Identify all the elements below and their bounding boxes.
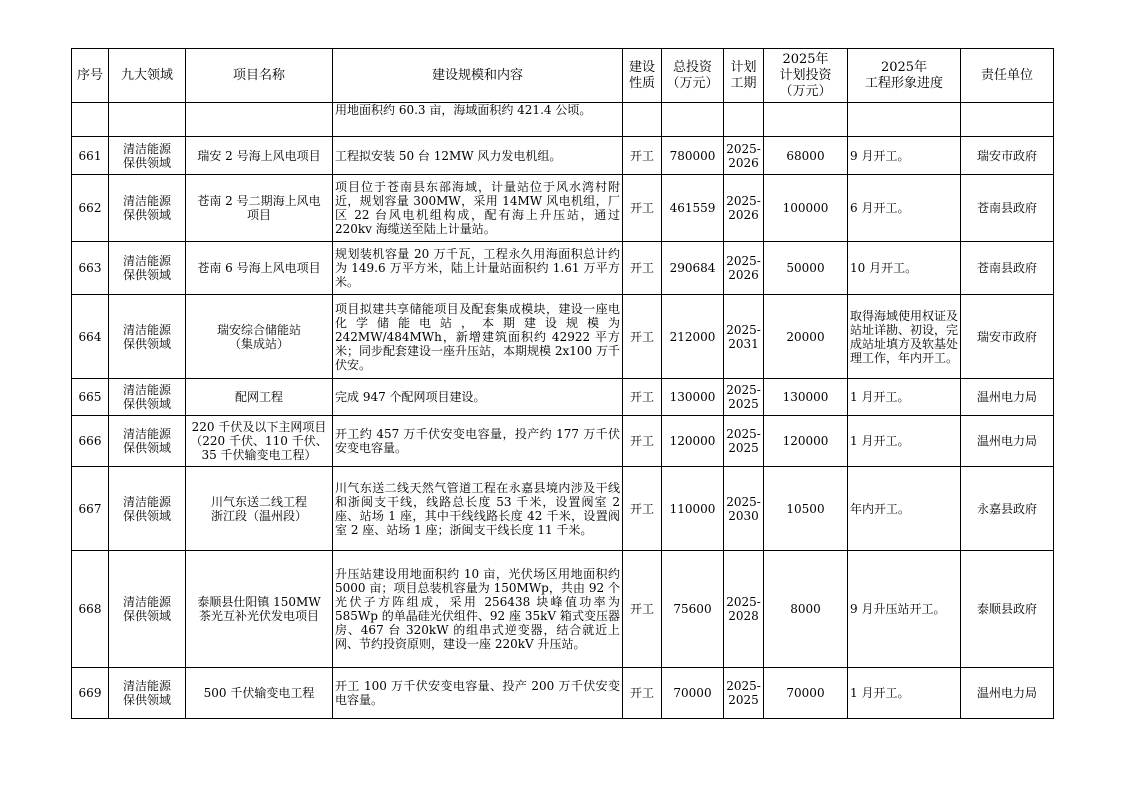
- table-row: [72, 175, 1054, 242]
- row-field: 清洁能源 保供领域: [109, 416, 186, 467]
- row-unit: 苍南县政府: [961, 175, 1054, 242]
- row-nature: 开工: [623, 137, 662, 175]
- row-period: 2025- 2028: [724, 551, 764, 668]
- row-name: 苍南 2 号二期海上风电 项目: [186, 175, 333, 242]
- row-no: 661: [72, 137, 109, 175]
- row-period: 2025- 2031: [724, 295, 764, 379]
- row-name: 220 千伏及以下主网项目（220 千伏、110 千伏、35 千伏输变电工程）: [186, 416, 333, 467]
- row-progress: 10 月开工。: [848, 242, 961, 295]
- table-row: [72, 137, 1054, 175]
- row-name: 500 千伏输变电工程: [186, 668, 333, 719]
- col-header-content: 建设规模和内容: [333, 49, 623, 103]
- row-content: 项目位于苍南县东部海域，计量站位于风水湾村附近，规划容量 300MW，采用 14MW 风电机组，厂区 22 台风电机组构成，配有海上升压站，通过 220kv 海缆送至陆上计量站。: [333, 175, 623, 242]
- row-progress: 6 月开工。: [848, 175, 961, 242]
- row-name: 瑞安 2 号海上风电项目: [186, 137, 333, 175]
- row-total: 461559: [662, 175, 724, 242]
- row-progress: 取得海域使用权证及站址详勘、初设，完成站址填方及软基处理工作，年内开工。: [848, 295, 961, 379]
- row-progress: 9 月开工。: [848, 137, 961, 175]
- table-row: [72, 551, 1054, 668]
- table-header-row: [72, 49, 1054, 103]
- row-period: 2025- 2026: [724, 137, 764, 175]
- row-no: 662: [72, 175, 109, 242]
- row-nature: 开工: [623, 295, 662, 379]
- col-header-nature: 建设 性质: [623, 49, 662, 103]
- row-period: 2025- 2026: [724, 242, 764, 295]
- row-nature: 开工: [623, 551, 662, 668]
- row-field: 清洁能源 保供领域: [109, 137, 186, 175]
- row-content: 开工约 457 万千伏安变电容量，投产约 177 万千伏安变电容量。: [333, 416, 623, 467]
- table-row: [72, 242, 1054, 295]
- row-unit: 瑞安市政府: [961, 295, 1054, 379]
- row-field: 清洁能源 保供领域: [109, 295, 186, 379]
- col-header-field: 九大领域: [109, 49, 186, 103]
- row-total: 780000: [662, 137, 724, 175]
- row-nature: 开工: [623, 379, 662, 416]
- row-content: 规划装机容量 20 万千瓦，工程永久用海面积总计约为 149.6 万平方米，陆上计量站面积约 1.61 万平方米。: [333, 242, 623, 295]
- row-content: 开工 100 万千伏安变电容量、投产 200 万千伏安变电容量。: [333, 668, 623, 719]
- row-plan: 120000: [764, 416, 848, 467]
- row-plan: 70000: [764, 668, 848, 719]
- table-row: [72, 416, 1054, 467]
- row-field: 清洁能源 保供领域: [109, 668, 186, 719]
- row-total: 130000: [662, 379, 724, 416]
- row-no: 668: [72, 551, 109, 668]
- table-row: [72, 295, 1054, 379]
- row-no: 665: [72, 379, 109, 416]
- row-plan: 8000: [764, 551, 848, 668]
- row-no: 667: [72, 467, 109, 551]
- row-content: 工程拟安装 50 台 12MW 风力发电机组。: [333, 137, 623, 175]
- row-nature: 开工: [623, 242, 662, 295]
- row-period: 2025- 2026: [724, 175, 764, 242]
- row-total: 120000: [662, 416, 724, 467]
- row-content: 项目拟建共享储能项目及配套集成模块，建设一座电化学储能电站，本期建设规模为 242MW/484MWh，新增建筑面积约 42922 平方米；同步配套建设一座升压站，本期规模 2x100 万千伏安。: [333, 295, 623, 379]
- col-header-total: 总投资 （万元）: [662, 49, 724, 103]
- col-header-progress2025: 2025年 工程形象进度: [848, 49, 961, 103]
- row-content: 完成 947 个配网项目建设。: [333, 379, 623, 416]
- row-name: 瑞安综合储能站 （集成站）: [186, 295, 333, 379]
- row-no: 664: [72, 295, 109, 379]
- row-total: 110000: [662, 467, 724, 551]
- row-unit: 永嘉县政府: [961, 467, 1054, 551]
- row-progress: 1 月开工。: [848, 379, 961, 416]
- row-plan: 50000: [764, 242, 848, 295]
- row-unit: 温州电力局: [961, 416, 1054, 467]
- row-name: 配网工程: [186, 379, 333, 416]
- col-header-plan2025: 2025年 计划投资 （万元）: [764, 49, 848, 103]
- col-header-name: 项目名称: [186, 49, 333, 103]
- row-plan: 100000: [764, 175, 848, 242]
- table-row: [72, 668, 1054, 719]
- row-progress: 9 月升压站开工。: [848, 551, 961, 668]
- row-unit: 瑞安市政府: [961, 137, 1054, 175]
- row-unit: 苍南县政府: [961, 242, 1054, 295]
- row-unit: 温州电力局: [961, 379, 1054, 416]
- row-plan: 10500: [764, 467, 848, 551]
- row-nature: 开工: [623, 175, 662, 242]
- row-field: 清洁能源 保供领域: [109, 551, 186, 668]
- table-row: [72, 467, 1054, 551]
- col-header-unit: 责任单位: [961, 49, 1054, 103]
- row-progress: 1 月开工。: [848, 668, 961, 719]
- row-field: 清洁能源 保供领域: [109, 175, 186, 242]
- continuation-content: 用地面积约 60.3 亩，海域面积约 421.4 公顷。: [333, 103, 623, 137]
- row-content: 升压站建设用地面积约 10 亩，光伏场区用地面积约 5000 亩；项目总装机容量为 150MWp，共由 92 个光伏子方阵组成，采用 256438 块峰值功率为 585Wp 的单晶硅光伏组件、92 座 35kV 箱式变压器房、467 台 320kW 的组串式逆变器，结合就近上网、节约投资原则，建设一座 220kV 升压站。: [333, 551, 623, 668]
- row-field: 清洁能源 保供领域: [109, 467, 186, 551]
- row-name: 苍南 6 号海上风电项目: [186, 242, 333, 295]
- table-row: [72, 379, 1054, 416]
- row-period: 2025- 2025: [724, 416, 764, 467]
- row-total: 75600: [662, 551, 724, 668]
- row-nature: 开工: [623, 416, 662, 467]
- row-plan: 68000: [764, 137, 848, 175]
- row-no: 669: [72, 668, 109, 719]
- row-field: 清洁能源 保供领域: [109, 379, 186, 416]
- row-total: 290684: [662, 242, 724, 295]
- row-name: 川气东送二线工程 浙江段（温州段）: [186, 467, 333, 551]
- row-total: 70000: [662, 668, 724, 719]
- row-total: 212000: [662, 295, 724, 379]
- row-field: 清洁能源 保供领域: [109, 242, 186, 295]
- row-nature: 开工: [623, 467, 662, 551]
- row-unit: 温州电力局: [961, 668, 1054, 719]
- row-plan: 130000: [764, 379, 848, 416]
- col-header-no: 序号: [72, 49, 109, 103]
- col-header-period: 计划 工期: [724, 49, 764, 103]
- row-unit: 泰顺县政府: [961, 551, 1054, 668]
- project-table: [71, 48, 1054, 719]
- row-nature: 开工: [623, 668, 662, 719]
- row-period: 2025- 2030: [724, 467, 764, 551]
- continuation-row: [72, 103, 1054, 137]
- row-period: 2025- 2025: [724, 668, 764, 719]
- row-no: 663: [72, 242, 109, 295]
- row-name: 泰顺县仕阳镇 150MW 茶光互补光伏发电项目: [186, 551, 333, 668]
- row-no: 666: [72, 416, 109, 467]
- row-plan: 20000: [764, 295, 848, 379]
- row-period: 2025- 2025: [724, 379, 764, 416]
- row-progress: 1 月开工。: [848, 416, 961, 467]
- row-progress: 年内开工。: [848, 467, 961, 551]
- row-content: 川气东送二线天然气管道工程在永嘉县境内涉及干线和浙闽支干线，线路总长度 53 千米，设置阀室 2 座、站场 1 座，其中干线线路长度 42 千米，设置阀室 2 座、站场 1 座；浙闽支干线长度 11 千米。: [333, 467, 623, 551]
